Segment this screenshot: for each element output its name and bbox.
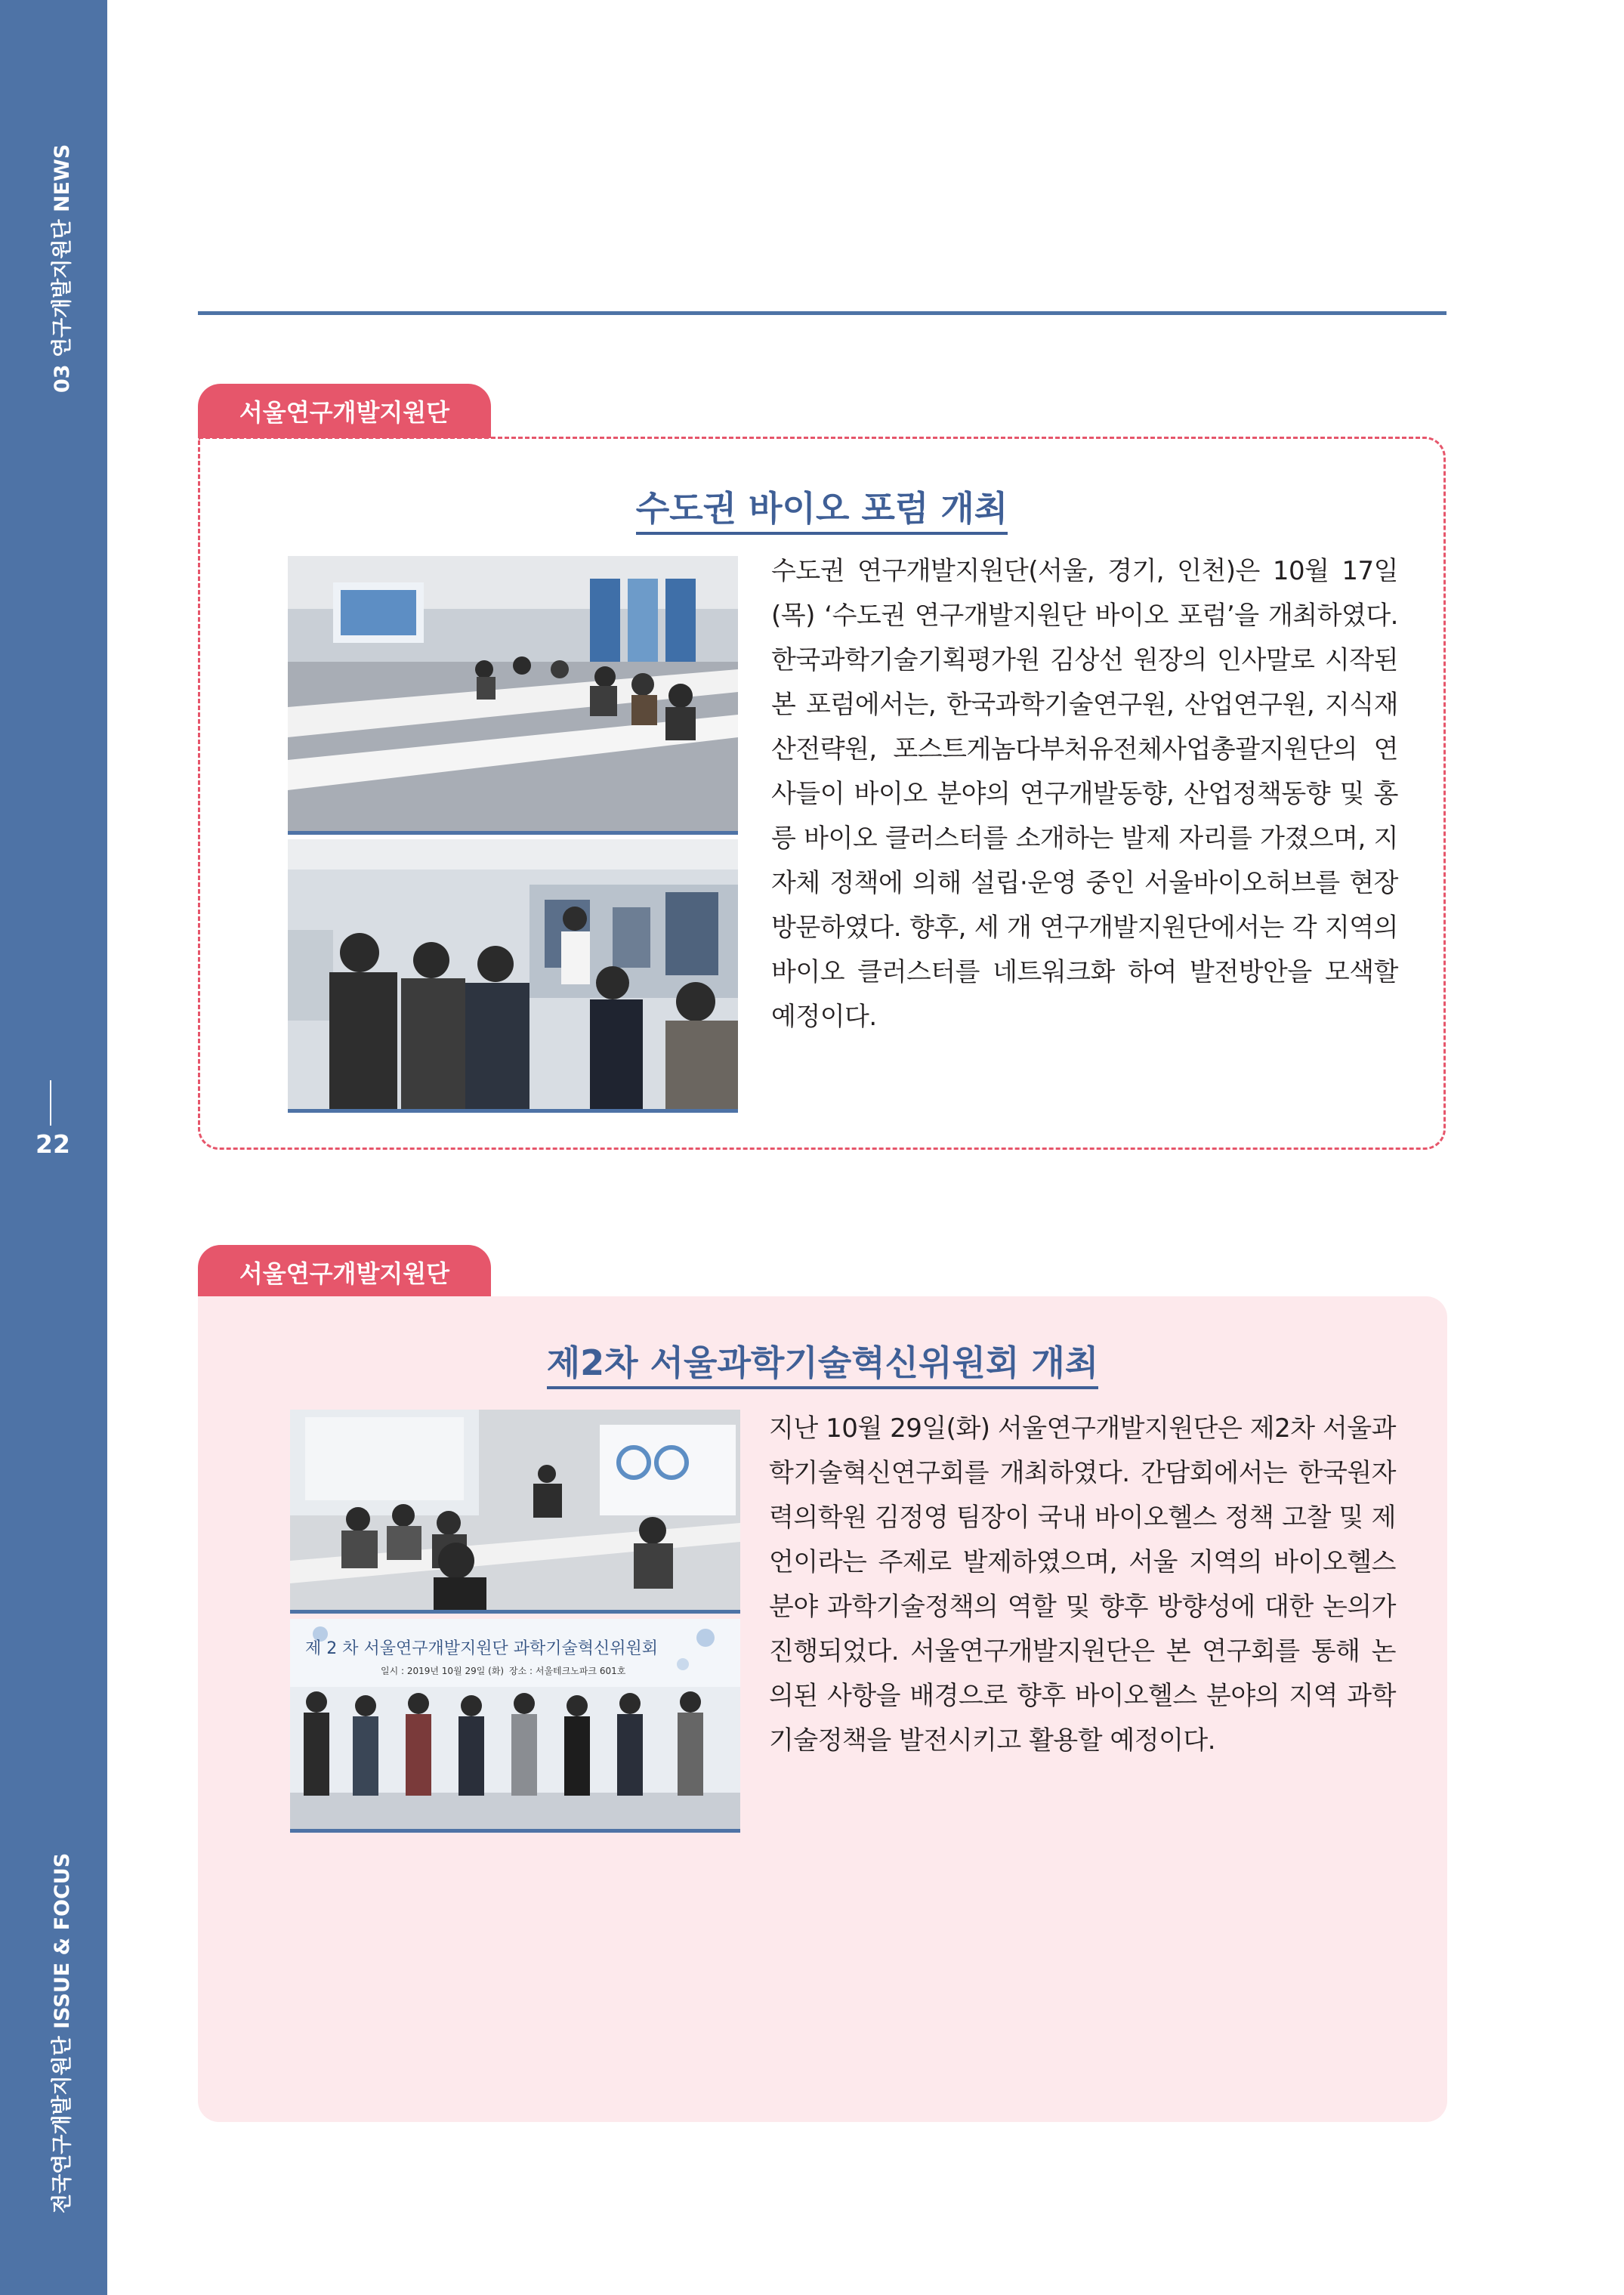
top-rule (198, 311, 1446, 315)
forum-seminar-image (288, 556, 738, 831)
group-banner-title: 제 2 차 서울연구개발지원단 과학기술혁신위원회 (305, 1639, 659, 1658)
section1-title: 수도권 바이오 포럼 개최 (200, 481, 1443, 531)
sidebar-publication-label: 전국연구개발지원단 ISSUE & FOCUS (51, 1852, 74, 2213)
forum-seminar-photo (288, 556, 738, 835)
section2-body: 지난 10월 29일(화) 서울연구개발지원단은 제2차 서울과학기술혁신연구회를 개최하였다. 간담회에서는 한국원자력의학원 김정영 팀장이 국내 바이오헬스 정책 고찰 및 제언이라는 주제로 발제하였으며, 서울 지역의 바이오헬스 분야 과학기술정책의 역할 및 향후 방향성에 대한 논의가 진행되었다. 서울연구개발지원단은 본 연구회를 통해 논의된 사항을 배경으로 향후 바이오헬스 분야의 지역 과학기술정책을 발전시키고 활용할 예정이다. (769, 1413, 1396, 1756)
section2-box (198, 1296, 1447, 2122)
group-photo (290, 1619, 740, 1833)
sidebar-section-label: 03 연구개발지원단 NEWS (51, 144, 74, 393)
page-tick (50, 1080, 51, 1126)
meeting-image (290, 1410, 740, 1610)
group-banner-place: 장소 : 서울테크노파크 601호 (509, 1666, 626, 1676)
section1-tag: 서울연구개발지원단 (198, 384, 491, 438)
section1-body: 수도권 연구개발지원단(서울, 경기, 인천)은 10월 17일(목) ‘수도권 연구개발지원단 바이오 포럼’을 개최하였다. 한국과학기술기획평가원 김상선 원장의 인사말로 시작된 본 포럼에서는, 한국과학기술연구원, 산업연구원, 지식재산전략원, 포스트게놈다부처유전체사업총괄지원단의 연사들이 바이오 분야의 연구개발동향, 산업정책동향 및 홍릉 바이오 클러스터를 소개하는 발제 자리를 가졌으며, 지자체 정책에 의해 설립·운영 중인 서울바이오허브를 현장 방문하였다. 향후, 세 개 연구개발지원단에서는 각 지역의 바이오 클러스터를 네트워크화 하여 발전방안을 모색할 예정이다. (771, 556, 1398, 1032)
sidebar (0, 0, 107, 2295)
section1-box (198, 437, 1446, 1150)
section2-tag: 서울연구개발지원단 (198, 1245, 491, 1299)
biohub-visit-image (288, 839, 738, 1109)
section2-title: 제2차 서울과학기술혁신위원회 개최 (198, 1336, 1447, 1385)
group-banner-date: 일시 : 2019년 10월 29일 (화) (381, 1666, 505, 1676)
biohub-visit-photo (288, 839, 738, 1113)
meeting-photo (290, 1410, 740, 1614)
page-number: 22 (36, 1129, 70, 1159)
